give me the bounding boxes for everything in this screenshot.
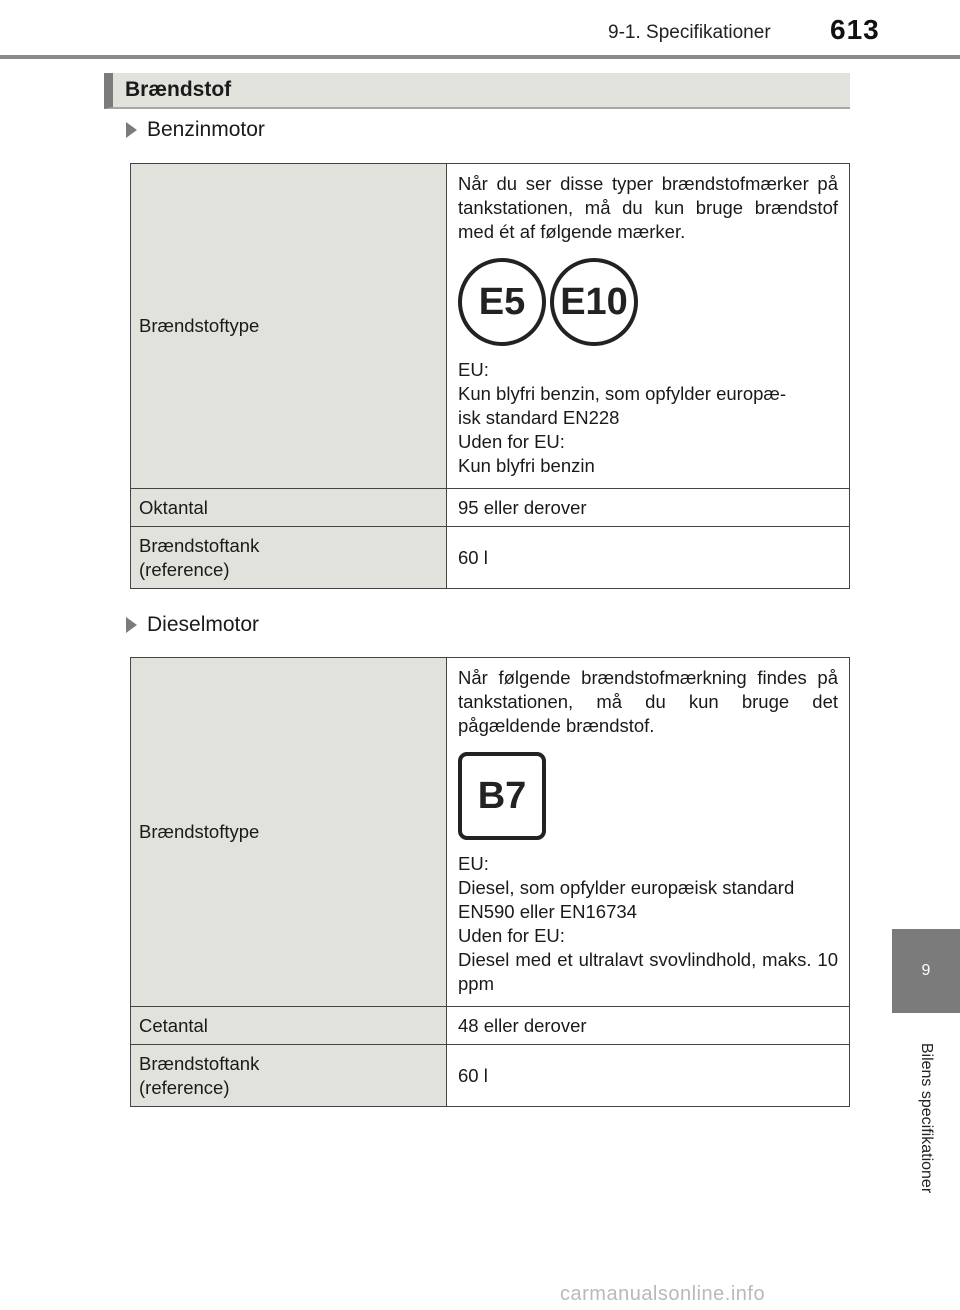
- triangle-bullet-icon: [126, 122, 137, 138]
- table-row: [131, 164, 850, 489]
- chapter-number: 9: [921, 962, 931, 979]
- cetane-value: 48 eller derover: [447, 1007, 850, 1045]
- petrol-spec-table: [130, 163, 850, 589]
- cetane-label: Cetantal: [131, 1007, 447, 1045]
- table-row: [131, 489, 850, 527]
- diesel-spec-table: [130, 657, 850, 1107]
- fuel-type-details: EU: Diesel, som opfylder europæisk standard EN590 eller EN16734 Uden for EU:: [458, 853, 795, 946]
- table-row: [131, 1045, 850, 1107]
- tank-value: 60 l: [447, 527, 850, 589]
- table-row: [131, 527, 850, 589]
- octane-value: 95 eller derover: [447, 489, 850, 527]
- tank-label: Brændstoftank (reference): [131, 1045, 447, 1107]
- table-row: [131, 1007, 850, 1045]
- fuel-type-details: EU: Kun blyfri benzin, som opfylder europæ- isk standard EN228 Uden for EU: Kun blyfri benzin: [458, 359, 787, 476]
- chapter-title-vertical: [892, 1013, 960, 1223]
- e10-fuel-label-icon: E10: [550, 258, 638, 346]
- diesel-heading-label: Dieselmotor: [147, 613, 260, 636]
- page-number: 613: [830, 14, 880, 45]
- header-section-title: 9-1. Specifikationer: [608, 22, 771, 43]
- e5-fuel-label-icon: E5: [458, 258, 546, 346]
- fuel-type-intro: Når du ser disse typer brændstofmærker på tankstationen, må du kun bruge brændstof med ét af følgende mærker.: [458, 173, 838, 242]
- diesel-heading: [126, 613, 259, 637]
- fuel-type-label: Brændstoftype: [131, 164, 447, 489]
- chapter-title: Bilens specifikationer: [918, 1042, 936, 1194]
- petrol-heading: [126, 118, 265, 142]
- b7-fuel-label-icon: B7: [458, 752, 546, 840]
- fuel-type-label: Brændstoftype: [131, 658, 447, 1007]
- fuel-type-value: [447, 164, 850, 489]
- fuel-type-intro: Når følgende brændstofmærkning findes på tankstationen, må du kun bruge det pågældende brændstof.: [458, 667, 838, 736]
- octane-label: Oktantal: [131, 489, 447, 527]
- tank-value: 60 l: [447, 1045, 850, 1107]
- petrol-heading-label: Benzinmotor: [147, 118, 265, 141]
- fuel-label-symbols: [458, 258, 838, 346]
- triangle-bullet-icon: [126, 617, 137, 633]
- section-title: Brændstof: [104, 73, 850, 109]
- fuel-type-details-cont: Diesel med et ultralavt svovlindhold, maks. 10 ppm: [458, 949, 838, 994]
- tank-label: Brændstoftank (reference): [131, 527, 447, 589]
- watermark: carmanualsonline.info: [560, 1283, 766, 1305]
- header-divider: [0, 55, 960, 59]
- table-row: [131, 658, 850, 1007]
- chapter-tab[interactable]: [892, 929, 960, 1013]
- fuel-type-value: [447, 658, 850, 1007]
